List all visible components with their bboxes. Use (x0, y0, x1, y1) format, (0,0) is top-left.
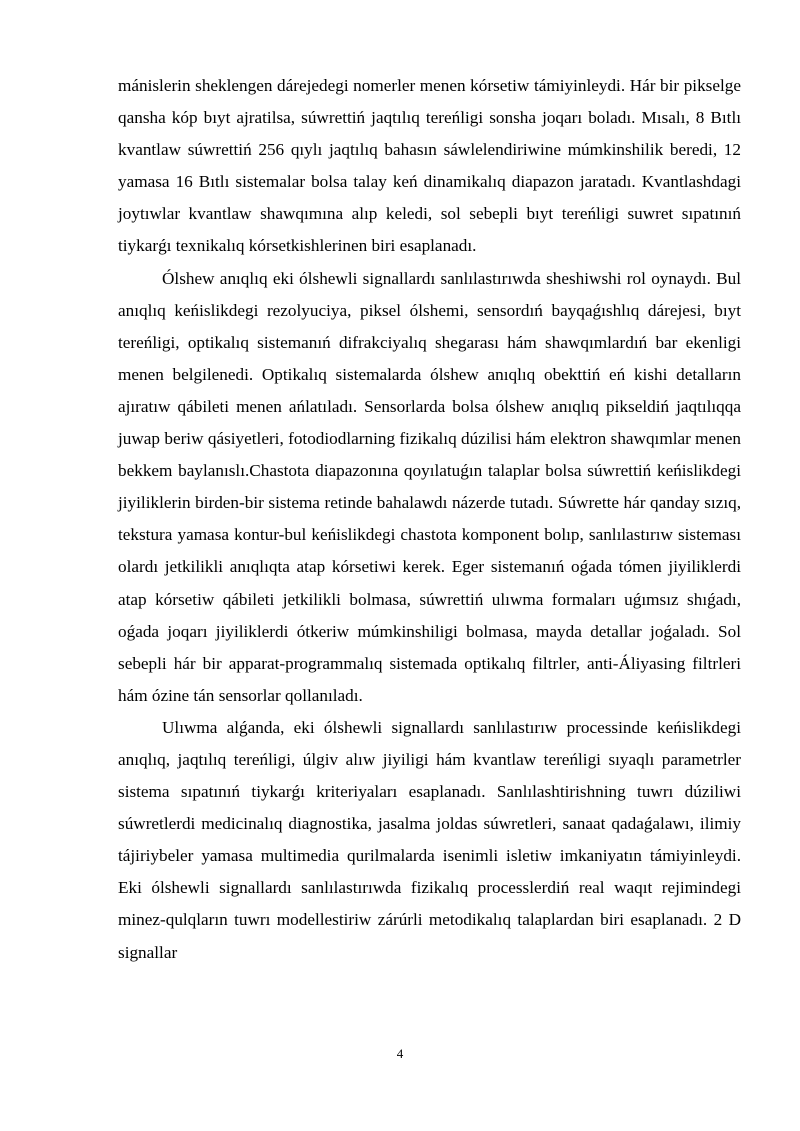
page-body (118, 70, 741, 969)
page-number: 4 (396, 1046, 404, 1061)
paragraph-measurement-accuracy: Ólshew anıqlıq eki ólshewli signallardı sanlılastırıwda sheshiwshi rol oynaydı. Bul anıqlıq keńislikdegi rezolyuciya, piksel ólshemi, sensordıń bayqaǵıshlıq dárejesi, bıyt tereńligi, optikalıq sistemanıń difrakciyalıq shegarası hám shawqımlardıń bar ekenligi menen belgilenedi. Optikalıq sistemalarda ólshew anıqlıq obekttiń eń kishi detalların ajıratıw qábileti menen ańlatıladı. Sensorlarda bolsa ólshew anıqlıq pikseldiń jaqtılıqqa juwap beriw qásiyetleri, fotodiodlarning fizikalıq dúzilisi hám elektron shawqımlar menen bekkem baylanıslı.Chastota diapazonına qoyılatuǵın talaplar bolsa súwrettiń keńislikdegi jiyiliklerin birden-bir sistema retinde bahalawdı názerde tutadı. Súwrette hár qanday sızıq, tekstura yamasa kontur-bul keńislikdegi chastota komponent bolıp, sanlılastırıw sisteması olardı jetkilikli anıqlıqta atap kórsetiwi kerek. Eger sistemanıń oǵada tómen jiyiliklerdi atap kórsetiw qábileti jetkilikli bolmasa, súwrettiń ulıwma formaları uǵımsız shıǵadı, oǵada joqarı jiyiliklerdi ótkeriw múmkinshiligi bolmasa, mayda detallar joǵaladı. Sol sebepli hár bir apparat-programmalıq sistemada optikalıq filtrler, anti-Áliyasing filtrleri hám ózine tán sensorlar qollanıladı. (118, 268, 741, 705)
paragraph-summary: Ulıwma alǵanda, eki ólshewli signallardı sanlılastırıw processinde keńislikdegi anıqlıq, jaqtılıq tereńligi, úlgiv alıw jiyiligi hám kvantlaw tereńligi sıyaqlı parametrler sistema sıpatınıń tiykarǵı kriteriyaları esaplanadı. Sanlılashtirishning tuwrı dúziliwi súwretlerdi medicinalıq diagnostika, jasalma joldas súwretleri, sanaat qadaǵalawı, ilimiy tájiriybeler yamasa multimedia qurilmalarda isenimli isletiw imkaniyatın támiyinleydi. Eki ólshewli signallardı sanlılastırıwda fizikalıq processlerdiń real waqıt rejimindegi minez-qulqların tuwrı modellestiriw zárúrli metodikalıq talaplardan biri esaplanadı. 2 D signallar (118, 717, 741, 962)
paragraph-bit-depth: mánislerin sheklengen dárejedegi nomerler menen kórsetiw támiyinleydi. Hár bir pikselge qansha kóp bıyt ajratilsa, súwrettiń jaqtılıq tereńligi sonsha joqarı boladı. Mısalı, 8 Bıtlı kvantlaw súwrettiń 256 qıylı jaqtılıq bahasın sáwlelendiriwine múmkinshilik beredi, 12 yamasa 16 Bıtlı sistemalar bolsa talay keń dinamikalıq diapazon jaratadı. Kvantlashdagi joytıwlar kvantlaw shawqımına alıp keledi, sol sebepli bıyt tereńligi suwret sıpatınıń tiykarǵı texnikalıq kórsetkishlerinen biri esaplanadı. (118, 76, 741, 256)
